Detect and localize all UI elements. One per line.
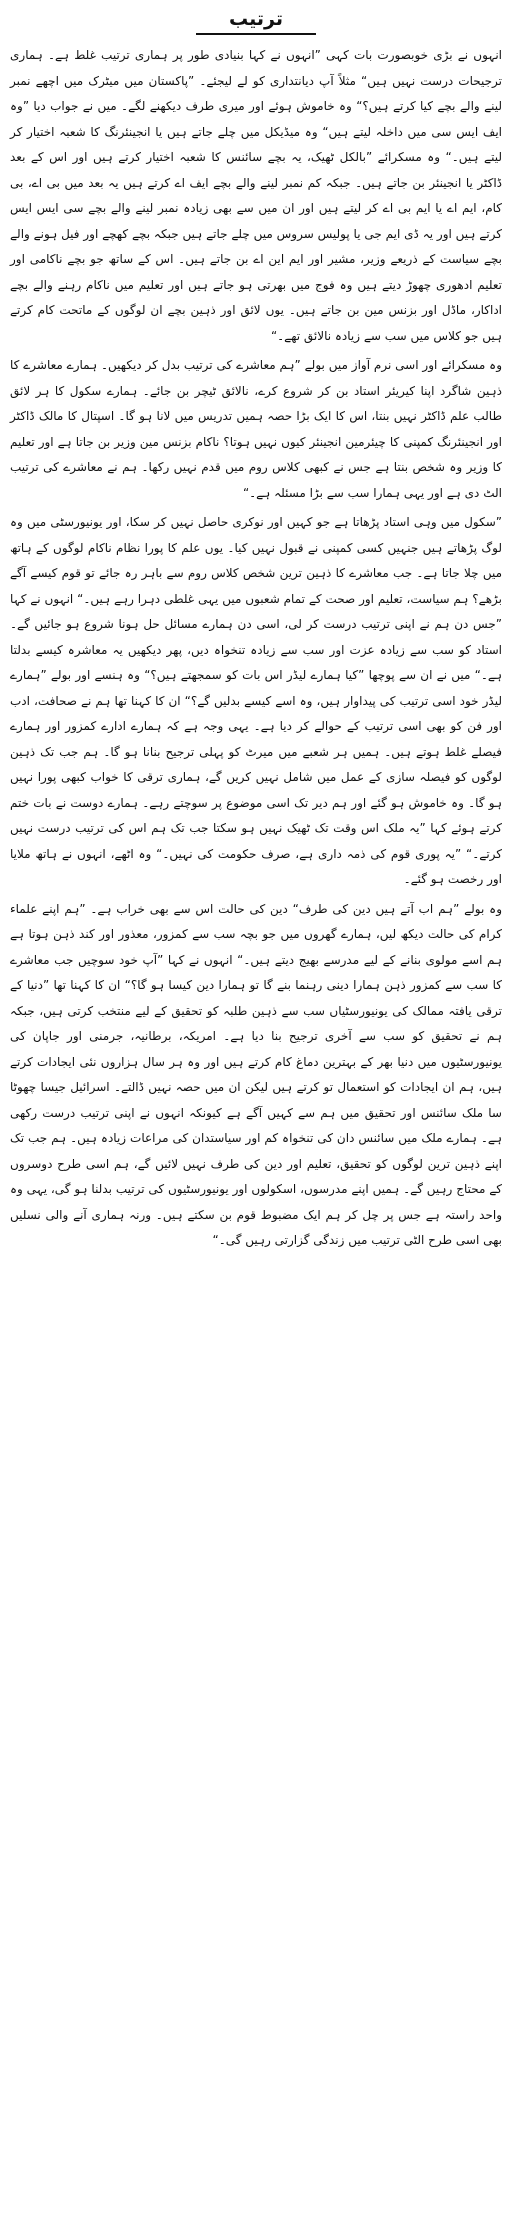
article-paragraph-4: وہ بولے ”ہم اب آتے ہیں دین کی طرف“ دین کی حالت اس سے بھی خراب ہے۔ ”ہم اپنے علماء کرام کی حالت دیکھ لیں، ہمارے گھروں میں جو بچہ سب سے کمزور، معذور اور کند ذہن ہوتا ہے ہم اسے مولوی بنانے کے لیے مدرسے بھیج دیتے ہیں۔“ انہوں نے کہا ”آپ خود سوچیں جب معاشرے کا سب سے کمزور ذہن ہمارا دینی رہنما بنے گا تو ہمارا دین کیسا ہو گا؟“ ان کا کہنا تھا ”دنیا کے ترقی یافتہ ممالک کی یونیورسٹیاں سب سے ذہین طلبہ کو تحقیق کے لیے منتخب کرتی ہیں، جبکہ ہم نے تحقیق کو سب سے آخری ترجیح بنا دیا ہے۔ امریکہ، برطانیہ، جرمنی اور جاپان کی یونیورسٹیوں میں دنیا بھر کے بہترین دماغ کام کرتے ہیں اور وہ ہر سال ہزاروں نئی ایجادات کرتے ہیں، ہم ان ایجادات کو استعمال تو کرتے ہیں لیکن ان میں حصہ نہیں ڈالتے۔ اسرائیل جیسا چھوٹا سا ملک سائنس اور تحقیق میں ہم سے کہیں آگے ہے کیونکہ انہوں نے اپنی ترتیب درست رکھی ہے۔ ہمارے ملک میں سائنس دان کی تنخواہ کم اور سیاستدان کی مراعات زیادہ ہیں۔ ہم جب تک اپنے ذہین ترین لوگوں کو تحقیق، تعلیم اور دین کی طرف نہیں لائیں گے، ہم اسی طرح دوسروں کے محتاج رہیں گے۔ ہمیں اپنے مدرسوں، اسکولوں اور یونیورسٹیوں کی ترتیب بدلنا ہو گی، یہی وہ واحد راستہ ہے جس پر چل کر ہم ایک مضبوط قوم بن سکتے ہیں۔ ورنہ ہماری آنے والی نسلیں بھی اسی طرح الٹی ترتیب میں زندگی گزارتی رہیں گی۔“ bbox=[10, 901, 502, 1247]
article-paragraph-1: انہوں نے بڑی خوبصورت بات کہی ”انہوں نے کہا بنیادی طور پر ہماری ترتیب غلط ہے۔ ہماری ترجیحات درست نہیں ہیں“ مثلاً آپ دیانتداری کو لے لیجئے۔ ”پاکستان میں میٹرک میں اچھے نمبر لینے والے بچے کیا کرتے ہیں؟“ وہ خاموش ہوئے اور میری طرف دیکھنے لگے۔ میں نے جواب دیا ”وہ ایف ایس سی میں داخلہ لیتے ہیں“ وہ میڈیکل میں چلے جاتے ہیں یا انجینئرنگ کا شعبہ اختیار کر لیتے ہیں۔“ وہ مسکرائے ”بالکل ٹھیک، یہ بچے سائنس کا شعبہ اختیار کرتے ہیں اور اس کے بعد ڈاکٹر یا انجینئر بن جاتے ہیں۔ جبکہ کم نمبر لینے والے بچے ایف اے کرتے ہیں یہ بعد میں بی اے، بی کام، ایم اے یا ایم بی اے کر لیتے ہیں اور ان میں سے بھی زیادہ نمبر لینے والے بچے سی ایس ایس کرتے ہیں اور یہ ڈی ایم جی یا پولیس سروس میں چلے جاتے ہیں جبکہ بچے کھچے اور فیل ہونے والے بچے سیاست کے ذریعے وزیر، مشیر اور ایم این اے بن جاتے ہیں۔ اس کے ساتھ جو بچے ناکامی اور تعلیم ادھوری چھوڑ دیتے ہیں وہ فوج میں بھرتی ہو جاتے ہیں اور تعلیم میں ناکام رہنے والے بچے اداکار، ماڈل اور بزنس مین بن جاتے ہیں۔ یوں لائق اور ذہین بچے ان لوگوں کے ماتحت کام کرتے ہیں جو کلاس میں سب سے زیادہ نالائق تھے۔“ bbox=[10, 48, 502, 343]
article-title: ترتیب bbox=[196, 8, 316, 35]
article-paragraph-2: وہ مسکرائے اور اسی نرم آواز میں بولے ”ہم معاشرے کی ترتیب بدل کر دیکھیں۔ ہمارے معاشرے کا ذہین شاگرد اپنا کیریئر استاد بن کر شروع کرے، نالائق ٹیچر بن جائے۔ ہمارے سکول کا ہر لائق طالب علم ڈاکٹر نہیں بنتا، اس کا ایک بڑا حصہ ہمیں تدریس میں لانا ہو گا۔ اسپتال کا مالک ڈاکٹر اور انجینئرنگ کمپنی کا چیئرمین انجینئر کیوں نہیں ہوتا؟ ناکام بزنس مین وزیر بن جاتا ہے اور تعلیم کا وزیر وہ شخص بنتا ہے جس نے کبھی کلاس روم میں قدم نہیں رکھا۔ ہم نے معاشرے کی ترتیب الٹ دی ہے اور یہی ہمارا سب سے بڑا مسئلہ ہے۔“ bbox=[10, 358, 502, 500]
article-paragraph-3: ”سکول میں وہی استاد پڑھاتا ہے جو کہیں اور نوکری حاصل نہیں کر سکا، اور یونیورسٹی میں وہ لوگ پڑھاتے ہیں جنہیں کسی کمپنی نے قبول نہیں کیا۔ یوں علم کا پورا نظام ناکام لوگوں کے ہاتھ میں چلا جاتا ہے۔ جب معاشرے کا ذہین ترین شخص کلاس روم سے باہر رہ جائے تو قوم کیسے آگے بڑھے؟ ہم سیاست، تعلیم اور صحت کے تمام شعبوں میں یہی غلطی دہرا رہے ہیں۔“ انہوں نے کہا ”جس دن ہم نے اپنی ترتیب درست کر لی، اسی دن ہمارے مسائل حل ہونا شروع ہو جائیں گے۔ استاد کو سب سے زیادہ عزت اور سب سے زیادہ تنخواہ دیں، پھر دیکھیں یہ معاشرہ کیسے بدلتا ہے۔“ میں نے ان سے پوچھا ”کیا ہمارے لیڈر اس بات کو سمجھتے ہیں؟“ وہ ہنسے اور بولے ”ہمارے لیڈر خود اسی ترتیب کی پیداوار ہیں، وہ اسے کیسے بدلیں گے؟“ ان کا کہنا تھا ہم نے صحافت، ادب اور فن کو بھی اسی ترتیب کے حوالے کر دیا ہے۔ یہی وجہ ہے کہ ہمارے ادارے کمزور اور ہمارے فیصلے غلط ہوتے ہیں۔ ہمیں ہر شعبے میں میرٹ کو پہلی ترجیح بنانا ہو گا۔ ہم جب تک ذہین لوگوں کو فیصلہ سازی کے عمل میں شامل نہیں کریں گے، ہماری ترقی کا خواب کبھی پورا نہیں ہو گا۔ وہ خاموش ہو گئے اور ہم دیر تک اسی موضوع پر سوچتے رہے۔ ہمارے دوست نے بات ختم کرتے ہوئے کہا ”یہ ملک اس وقت تک ٹھیک نہیں ہو سکتا جب تک ہم اس کی ترتیب درست نہیں کرتے۔“ ”یہ پوری قوم کی ذمہ داری ہے، صرف حکومت کی نہیں۔“ وہ اٹھے، انہوں نے ہاتھ ملایا اور رخصت ہو گئے۔ bbox=[10, 515, 502, 886]
